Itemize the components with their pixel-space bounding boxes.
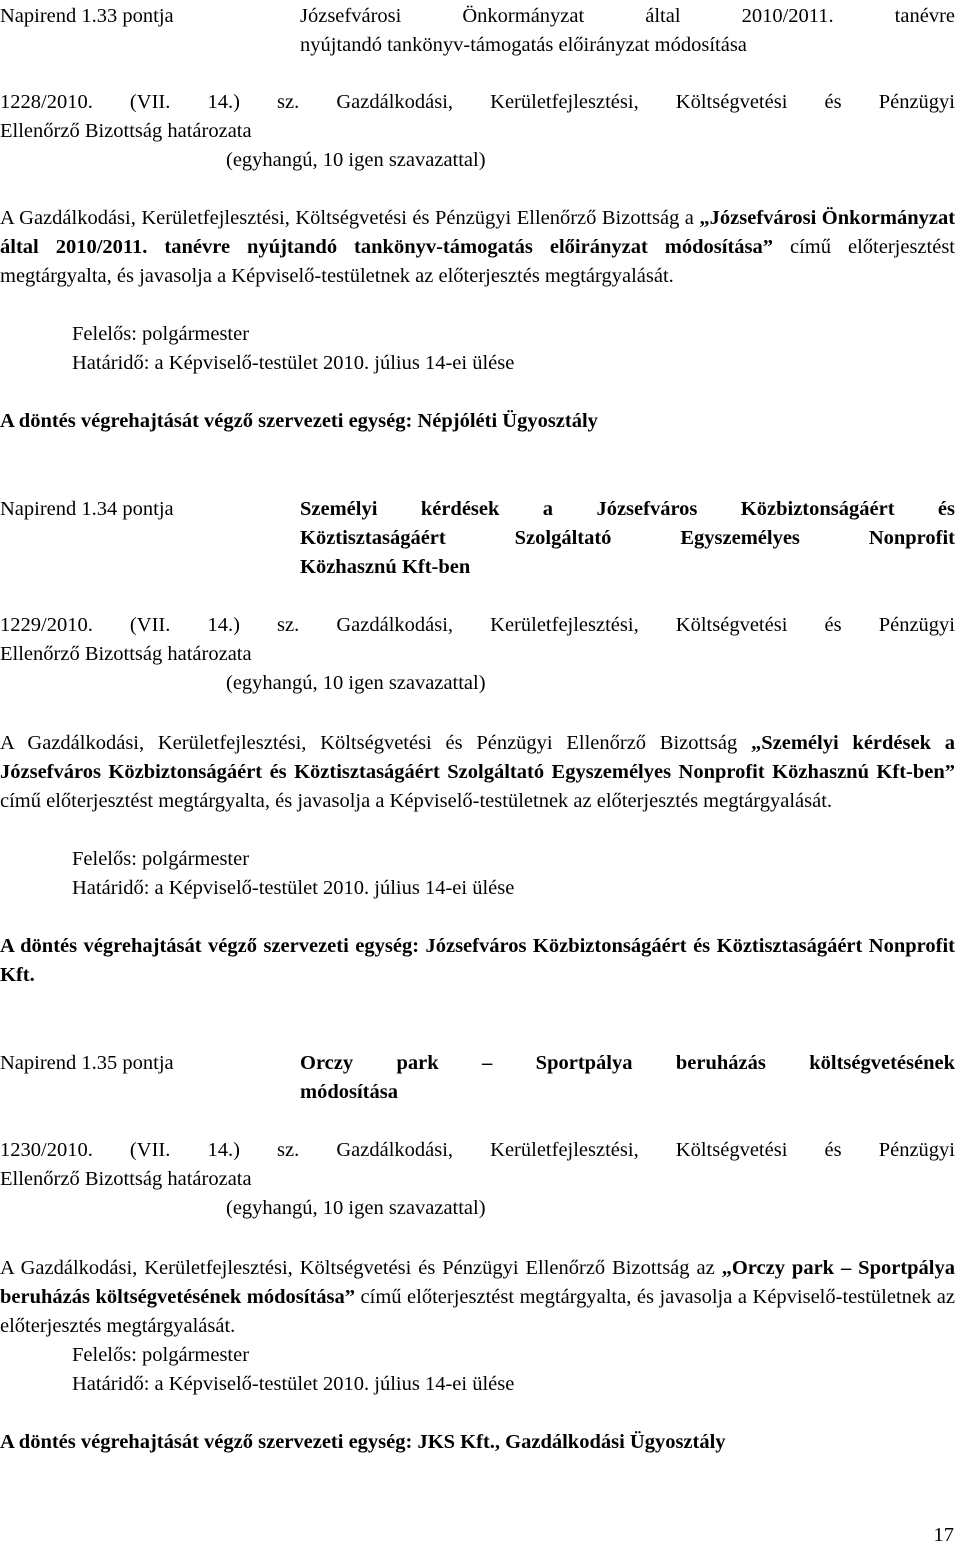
- vote-result: (egyhangú, 10 igen szavazattal): [226, 672, 486, 694]
- resolution-committee-line: Ellenőrző Bizottság határozata: [0, 1168, 252, 1190]
- deadline-line: Határidő: a Képviselő-testület 2010. július 14-ei ülése: [72, 877, 515, 899]
- agenda-heading-1-33: [0, 2, 955, 60]
- executor-line: A döntés végrehajtását végző szervezeti egység: Népjóléti Ügyosztály: [0, 410, 598, 432]
- executor-line: A döntés végrehajtását végző szervezeti egység: JKS Kft., Gazdálkodási Ügyosztály: [0, 1431, 726, 1453]
- resolution-number-line: 1228/2010. (VII. 14.) sz. Gazdálkodási, Kerületfejlesztési, Költségvetési és Pénzügyi: [0, 91, 955, 113]
- body-text: A Gazdálkodási, Kerületfejlesztési, Költségvetési és Pénzügyi Ellenőrző Bizottság a: [0, 207, 694, 229]
- resolution-body-1228: [0, 204, 955, 291]
- executor-line: A döntés végrehajtását végző szervezeti egység: Józsefváros Közbiztonságáért és Köztisztaságáért Nonprofit Kft.: [0, 935, 955, 986]
- body-text: című előterjesztést megtárgyalta, és javasolja a Képviselő-testületnek az előterjesztés megtárgyalását.: [0, 1286, 955, 1337]
- responsible-line: Felelős: polgármester: [72, 1344, 250, 1366]
- agenda-title-line: nyújtandó tankönyv-támogatás előirányzat módosítása: [300, 34, 747, 56]
- agenda-reference: „Józsefvárosi Önkormányzat által 2010/2011. tanévre nyújtandó tankönyv-támogatás előirányzat módosítása”: [0, 207, 956, 258]
- deadline-line: Határidő: a Képviselő-testület 2010. július 14-ei ülése: [72, 352, 515, 374]
- resolution-heading-1229: [0, 611, 955, 698]
- agenda-title-line: Józsefvárosi Önkormányzat által 2010/2011. tanévre: [300, 5, 955, 27]
- body-text: A Gazdálkodási, Kerületfejlesztési, Költségvetési és Pénzügyi Ellenőrző Bizottság: [0, 732, 738, 754]
- resolution-committee-line: Ellenőrző Bizottság határozata: [0, 120, 252, 142]
- resolution-body-1230: [0, 1254, 955, 1341]
- page-number: 17: [933, 1524, 954, 1546]
- vote-result: (egyhangú, 10 igen szavazattal): [226, 149, 486, 171]
- resolution-committee-line: Ellenőrző Bizottság határozata: [0, 643, 252, 665]
- responsible-line: Felelős: polgármester: [72, 848, 250, 870]
- agenda-heading-1-34: [0, 495, 955, 582]
- agenda-title-line: Orczy park – Sportpálya beruházás költségvetésének: [300, 1052, 955, 1074]
- agenda-reference: „Személyi kérdések a Józsefváros Közbiztonságáért és Köztisztaságáért Szolgáltató Egyszemélyes Nonprofit Közhasznú Kft-ben”: [0, 732, 955, 783]
- resolution-number-line: 1230/2010. (VII. 14.) sz. Gazdálkodási, Kerületfejlesztési, Költségvetési és Pénzügyi: [0, 1139, 955, 1161]
- agenda-label: Napirend 1.35 pontja: [0, 1052, 174, 1074]
- resolution-heading-1230: [0, 1136, 955, 1223]
- agenda-label: Napirend 1.33 pontja: [0, 5, 174, 27]
- agenda-title-line: Személyi kérdések a Józsefváros Közbiztonságáért és: [300, 498, 955, 520]
- agenda-title-line: Közhasznú Kft-ben: [300, 556, 471, 578]
- resolution-number-line: 1229/2010. (VII. 14.) sz. Gazdálkodási, Kerületfejlesztési, Költségvetési és Pénzügyi: [0, 614, 955, 636]
- agenda-title-line: módosítása: [300, 1081, 398, 1103]
- body-text: című előterjesztést megtárgyalta, és javasolja a Képviselő-testületnek az előterjesztés megtárgyalását.: [0, 790, 833, 812]
- deadline-line: Határidő: a Képviselő-testület 2010. július 14-ei ülése: [72, 1373, 515, 1395]
- agenda-title-line: Köztisztaságáért Szolgáltató Egyszemélyes Nonprofit: [300, 527, 955, 549]
- vote-result: (egyhangú, 10 igen szavazattal): [226, 1197, 486, 1219]
- agenda-reference: „Orczy park – Sportpálya beruházás költségvetésének módosítása”: [0, 1257, 956, 1308]
- body-text: A Gazdálkodási, Kerületfejlesztési, Költségvetési és Pénzügyi Ellenőrző Bizottság az: [0, 1257, 715, 1279]
- resolution-heading-1228: [0, 88, 955, 175]
- agenda-heading-1-35: [0, 1049, 955, 1107]
- agenda-label: Napirend 1.34 pontja: [0, 498, 174, 520]
- body-text: című előterjesztést megtárgyalta, és javasolja a Képviselő-testületnek az előterjesztés megtárgyalását.: [0, 236, 955, 287]
- responsible-line: Felelős: polgármester: [72, 323, 250, 345]
- resolution-body-1229: [0, 729, 955, 816]
